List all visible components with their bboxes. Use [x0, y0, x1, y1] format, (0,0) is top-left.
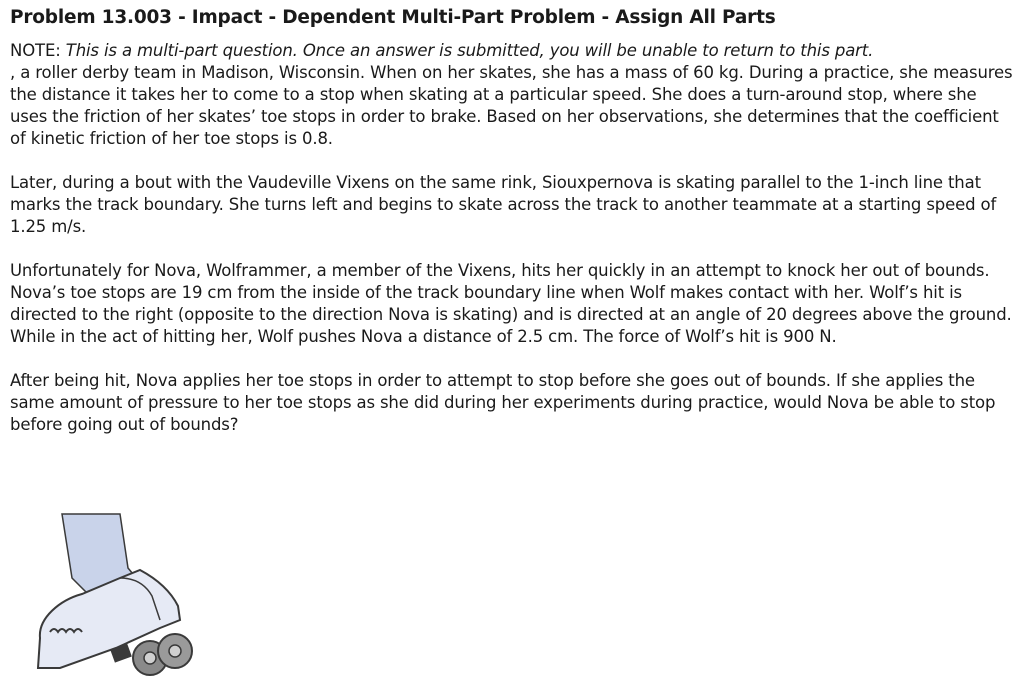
wheel-back-hub	[169, 645, 181, 657]
note	[10, 40, 1016, 62]
note-text: This is a multi-part question. Once an answer is submitted, you will be unable to return to this part.	[65, 41, 874, 60]
paragraph-hit: Unfortunately for Nova, Wolframmer, a member of the Vixens, hits her quickly in an attempt to knock her out of bounds. Nova’s toe stops are 19 cm from the inside of the track boundary line when Wolf makes contact with her. Wolf’s hit is directed to the right (opposite to the direction Nova is skating) and is directed at an angle of 20 degrees above the ground. While in the act of hitting her, Wolf pushes Nova a distance of 2.5 cm. The force of Wolf’s hit is 900 N.	[10, 261, 1012, 346]
paragraph-intro: , a roller derby team in Madison, Wisconsin. When on her skates, she has a mass of 60 kg. During a practice, she measures the distance it takes her to come to a stop when skating at a particular speed. She does a turn-around stop, where she uses the friction of her skates’ toe stops in order to brake. Based on her observations, she determines that the coefficient of kinetic friction of her toe stops is 0.8.	[10, 63, 1013, 148]
roller-skate-graphic	[20, 508, 210, 677]
problem-content	[10, 6, 1016, 458]
wheel-front-hub	[144, 652, 156, 664]
roller-skate-illustration	[20, 508, 210, 677]
paragraph-question: After being hit, Nova applies her toe stops in order to attempt to stop before she goes out of bounds. If she applies the same amount of pressure to her toe stops as she did during her experiments during practice, would Nova be able to stop before going out of bounds?	[10, 371, 996, 434]
note-label: NOTE:	[10, 41, 61, 60]
paragraph-bout: Later, during a bout with the Vaudeville Vixens on the same rink, Siouxpernova is skating parallel to the 1-inch line that marks the track boundary. She turns left and begins to skate across the track to another teammate at a starting speed of 1.25 m/s.	[10, 173, 997, 236]
problem-title: Problem 13.003 - Impact - Dependent Multi-Part Problem - Assign All Parts	[10, 7, 776, 28]
